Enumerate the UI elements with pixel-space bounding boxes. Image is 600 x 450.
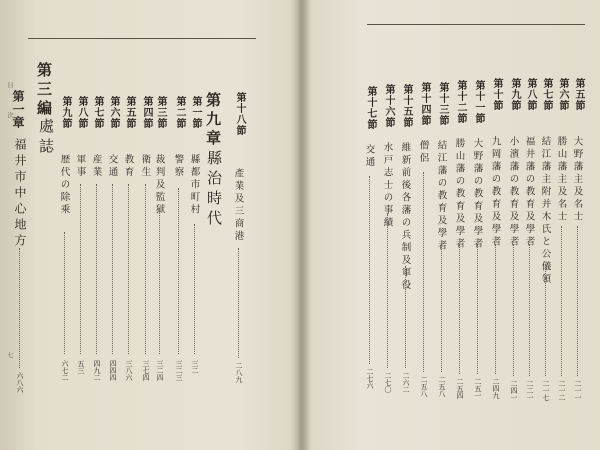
- section-title: 九岡藩の教育及學者: [489, 136, 501, 249]
- era-chapter-heading: 第九章: [204, 92, 222, 149]
- section-heading: 第二節: [174, 96, 185, 129]
- leader-dots: [238, 248, 239, 358]
- section-page: 二七〇: [384, 372, 392, 393]
- section-title: 教育: [122, 154, 134, 179]
- section-title: 大野藩主及名士: [571, 136, 583, 224]
- leader-dots: [561, 226, 562, 376]
- section-heading: 第十五節: [401, 84, 412, 128]
- leader-dots: [441, 244, 442, 372]
- leader-dots: [387, 214, 388, 368]
- leader-dots: [513, 244, 514, 376]
- leader-dots: [459, 244, 460, 374]
- section-page: 二四九: [492, 378, 500, 399]
- leader-dots: [405, 266, 406, 368]
- section-title: 勝山藩主及名士: [555, 136, 567, 224]
- section-page: 二五一: [474, 378, 482, 399]
- margin-mark-mu: 目: [6, 82, 13, 88]
- section-page: 二二一: [526, 380, 534, 401]
- section-title: 交通: [363, 144, 375, 169]
- section-heading: 第十四節: [419, 82, 430, 126]
- section-title: 軍事: [74, 154, 86, 179]
- section-title: 小濱藩の教育及學者: [507, 136, 519, 249]
- leader-dots: [369, 176, 370, 364]
- section-heading: 第四節: [141, 96, 152, 129]
- section-heading: 第九節: [509, 78, 520, 111]
- section-heading: 第十三節: [437, 82, 448, 126]
- section-heading: 第十七節: [365, 86, 376, 130]
- section-heading: 第九節: [60, 96, 71, 129]
- section-heading: 第七節: [541, 78, 552, 111]
- section-title: 警察: [172, 154, 184, 179]
- section-title: 產業及三商港: [232, 168, 244, 243]
- section-heading: 第八節: [76, 96, 87, 129]
- section-title: 歴代の除乘: [58, 154, 70, 217]
- section-page: 三二四: [156, 360, 164, 381]
- section-title: 勝山藩の教育及學者: [453, 138, 465, 251]
- section-heading: 第五節: [124, 96, 135, 129]
- section-heading: 第五節: [573, 78, 584, 111]
- section-heading: 第十節: [491, 78, 502, 111]
- part-heading: 第三編: [35, 62, 53, 119]
- section-page: 二七六: [366, 368, 374, 389]
- leader-dots: [96, 184, 97, 354]
- leader-dots: [19, 248, 20, 368]
- section-heading: 第十一節: [473, 80, 484, 124]
- section-page: 二六二: [402, 372, 410, 393]
- leader-dots: [159, 208, 160, 354]
- section-page: 三七四: [142, 360, 150, 381]
- section-heading: 第七節: [92, 96, 103, 129]
- leader-dots: [477, 244, 478, 374]
- leader-dots: [80, 184, 81, 354]
- leader-dots: [495, 244, 496, 374]
- header-rule-right: [367, 24, 585, 25]
- leader-dots: [423, 172, 424, 372]
- section-heading: 第一節: [190, 96, 201, 129]
- section-page: 六七二: [61, 360, 69, 381]
- leader-dots: [112, 184, 113, 354]
- header-rule-left: [28, 38, 256, 39]
- leader-dots: [194, 224, 195, 354]
- section-page: 三八六: [125, 360, 133, 381]
- section-heading: 第十八節: [234, 92, 245, 136]
- leader-dots: [145, 184, 146, 354]
- chapter-heading: 第一章: [11, 90, 25, 129]
- section-page: 三二: [191, 360, 199, 374]
- section-title: 大野藩の教育及學者: [471, 138, 483, 251]
- section-title: 結江藩の教育及學者: [435, 140, 447, 253]
- section-page: 二一二: [558, 380, 566, 401]
- section-title: 交通: [106, 154, 118, 179]
- section-page: 五三: [77, 360, 85, 374]
- section-heading: 第十二節: [455, 80, 466, 124]
- section-page: 二五八: [420, 376, 428, 397]
- section-page: 四九二: [93, 360, 101, 381]
- section-title: 福井藩の教育及學者: [523, 136, 535, 249]
- chapter-title: 福井市中心地方: [13, 138, 27, 250]
- margin-mark-ji: 次: [6, 112, 13, 118]
- section-page: 二五八: [438, 376, 446, 397]
- section-heading: 第八節: [525, 78, 536, 111]
- section-title: 結江藩主附并木氏と公儀領: [539, 136, 551, 286]
- section-title: 水戸志士の事績: [381, 142, 393, 230]
- part-title: 處誌: [37, 118, 55, 158]
- leader-dots: [529, 244, 530, 376]
- section-title: 裁判及監獄: [153, 154, 165, 217]
- leader-dots: [128, 184, 129, 354]
- section-title: 維新前後各藩の兵制及軍役: [399, 142, 411, 292]
- section-page: 二四一: [510, 380, 518, 401]
- section-heading: 第十六節: [383, 84, 394, 128]
- section-heading: 第三節: [155, 96, 166, 129]
- section-page: 二一一: [574, 380, 582, 401]
- section-title: 衛生: [139, 154, 151, 179]
- leader-dots: [178, 188, 179, 354]
- section-page: 四四四: [109, 360, 117, 381]
- section-page: 二一七: [542, 380, 550, 401]
- page-number-left: 七: [6, 352, 13, 358]
- section-heading: 第六節: [108, 96, 119, 129]
- chapter-page: 六八六: [16, 372, 24, 393]
- section-page: 二五四: [456, 378, 464, 399]
- section-page: 三二三: [175, 360, 183, 381]
- section-heading: 第六節: [557, 78, 568, 111]
- leader-dots: [577, 226, 578, 376]
- right-page: [301, 0, 600, 450]
- leader-dots: [545, 264, 546, 376]
- section-title: 僧侶: [417, 140, 429, 165]
- section-title: 縣都市町村: [188, 154, 200, 217]
- leader-dots: [64, 232, 65, 354]
- era-chapter-title: 縣治時代: [205, 150, 223, 230]
- section-title: 産業: [90, 154, 102, 179]
- section-page: 二八九: [235, 362, 243, 383]
